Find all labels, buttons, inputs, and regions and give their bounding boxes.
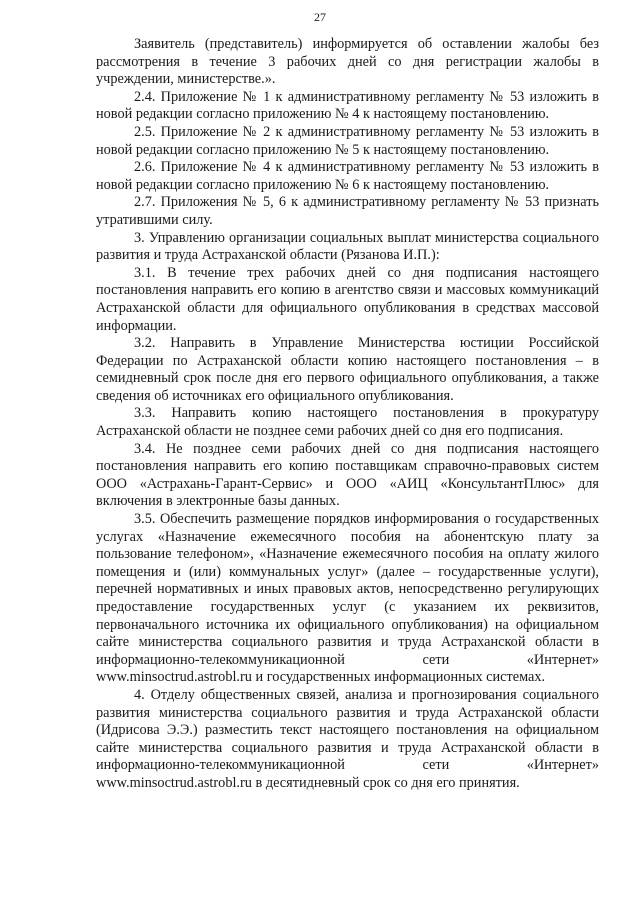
paragraph-3-2: 3.2. Направить в Управление Министерства юстиции Российской Федерации по Астраханской области копию настоящего постановления – в семидневный срок после дня его первого официального опубликования, а также сведения об источниках его официального опубликования. [96, 335, 599, 404]
paragraph-3-5: 3.5. Обеспечить размещение порядков информирования о государственных услугах «Назначение ежемесячного пособия на абонентскую плату за пользование телефоном», «Назначение ежемесячного пособия на оплату жилого помещения и (или) коммунальных услуг» (далее – государственные услуги), перечней нормативных и иных правовых актов, непосредственно регулирующих предоставление государственных услуг (с указанием их реквизитов, первоначального источника их официального опубликования) на официальном сайте министерства социального развития и труда Астраханской области в информационно-телекоммуникационной сети «Интернет» www.minsoctrud.astrobl.ru и государственных информационных системах. [96, 511, 599, 686]
paragraph-2-5: 2.5. Приложение № 2 к административному регламенту № 53 изложить в новой редакции согласно приложению № 5 к настоящему постановлению. [96, 123, 599, 158]
paragraph-3-3: 3.3. Направить копию настоящего постановления в прокуратуру Астраханской области не позднее семи рабочих дней со дня его подписания. [96, 405, 599, 440]
page-number: 27 [314, 10, 326, 24]
paragraph-2-7: 2.7. Приложения № 5, 6 к административному регламенту № 53 признать утратившими силу. [96, 194, 599, 228]
paragraph-3: 3. Управлению организации социальных выплат министерства социального развития и труда Астраханской области (Рязанова И.П.): [96, 229, 599, 264]
document-body [96, 36, 599, 793]
paragraph-4: 4. Отделу общественных связей, анализа и прогнозирования социального развития министерства социального развития и труда Астраханской области (Идрисова Э.Э.) разместить текст настоящего постановления на официальном сайте министерства социального развития и труда Астраханской области в информационно-телекоммуникационной сети «Интернет» www.minsoctrud.astrobl.ru в десятидневный срок со дня его принятия. [96, 686, 599, 791]
paragraph-3-1: 3.1. В течение трех рабочих дней со дня подписания настоящего постановления направить его копию в агентство связи и массовых коммуникаций Астраханской области для официального опубликования в средствах массовой информации. [96, 264, 599, 334]
paragraph-2-4: 2.4. Приложение № 1 к административному регламенту № 53 изложить в новой редакции согласно приложению № 4 к настоящему постановлению. [96, 88, 599, 123]
paragraph-complaint-notice: Заявитель (представитель) информируется об оставлении жалобы без рассмотрения в течение 3 рабочих дней со дня регистрации жалобы в учреждении, министерстве.». [96, 36, 599, 88]
paragraph-2-6: 2.6. Приложение № 4 к административному регламенту № 53 изложить в новой редакции согласно приложению № 6 к настоящему постановлению. [96, 159, 599, 193]
paragraph-3-4: 3.4. Не позднее семи рабочих дней со дня подписания настоящего постановления направить его копию поставщикам справочно-правовых систем ООО «Астрахань-Гарант-Сервис» и ООО «АИЦ «КонсультантПлюс» для включения в электронные базы данных. [96, 440, 599, 510]
